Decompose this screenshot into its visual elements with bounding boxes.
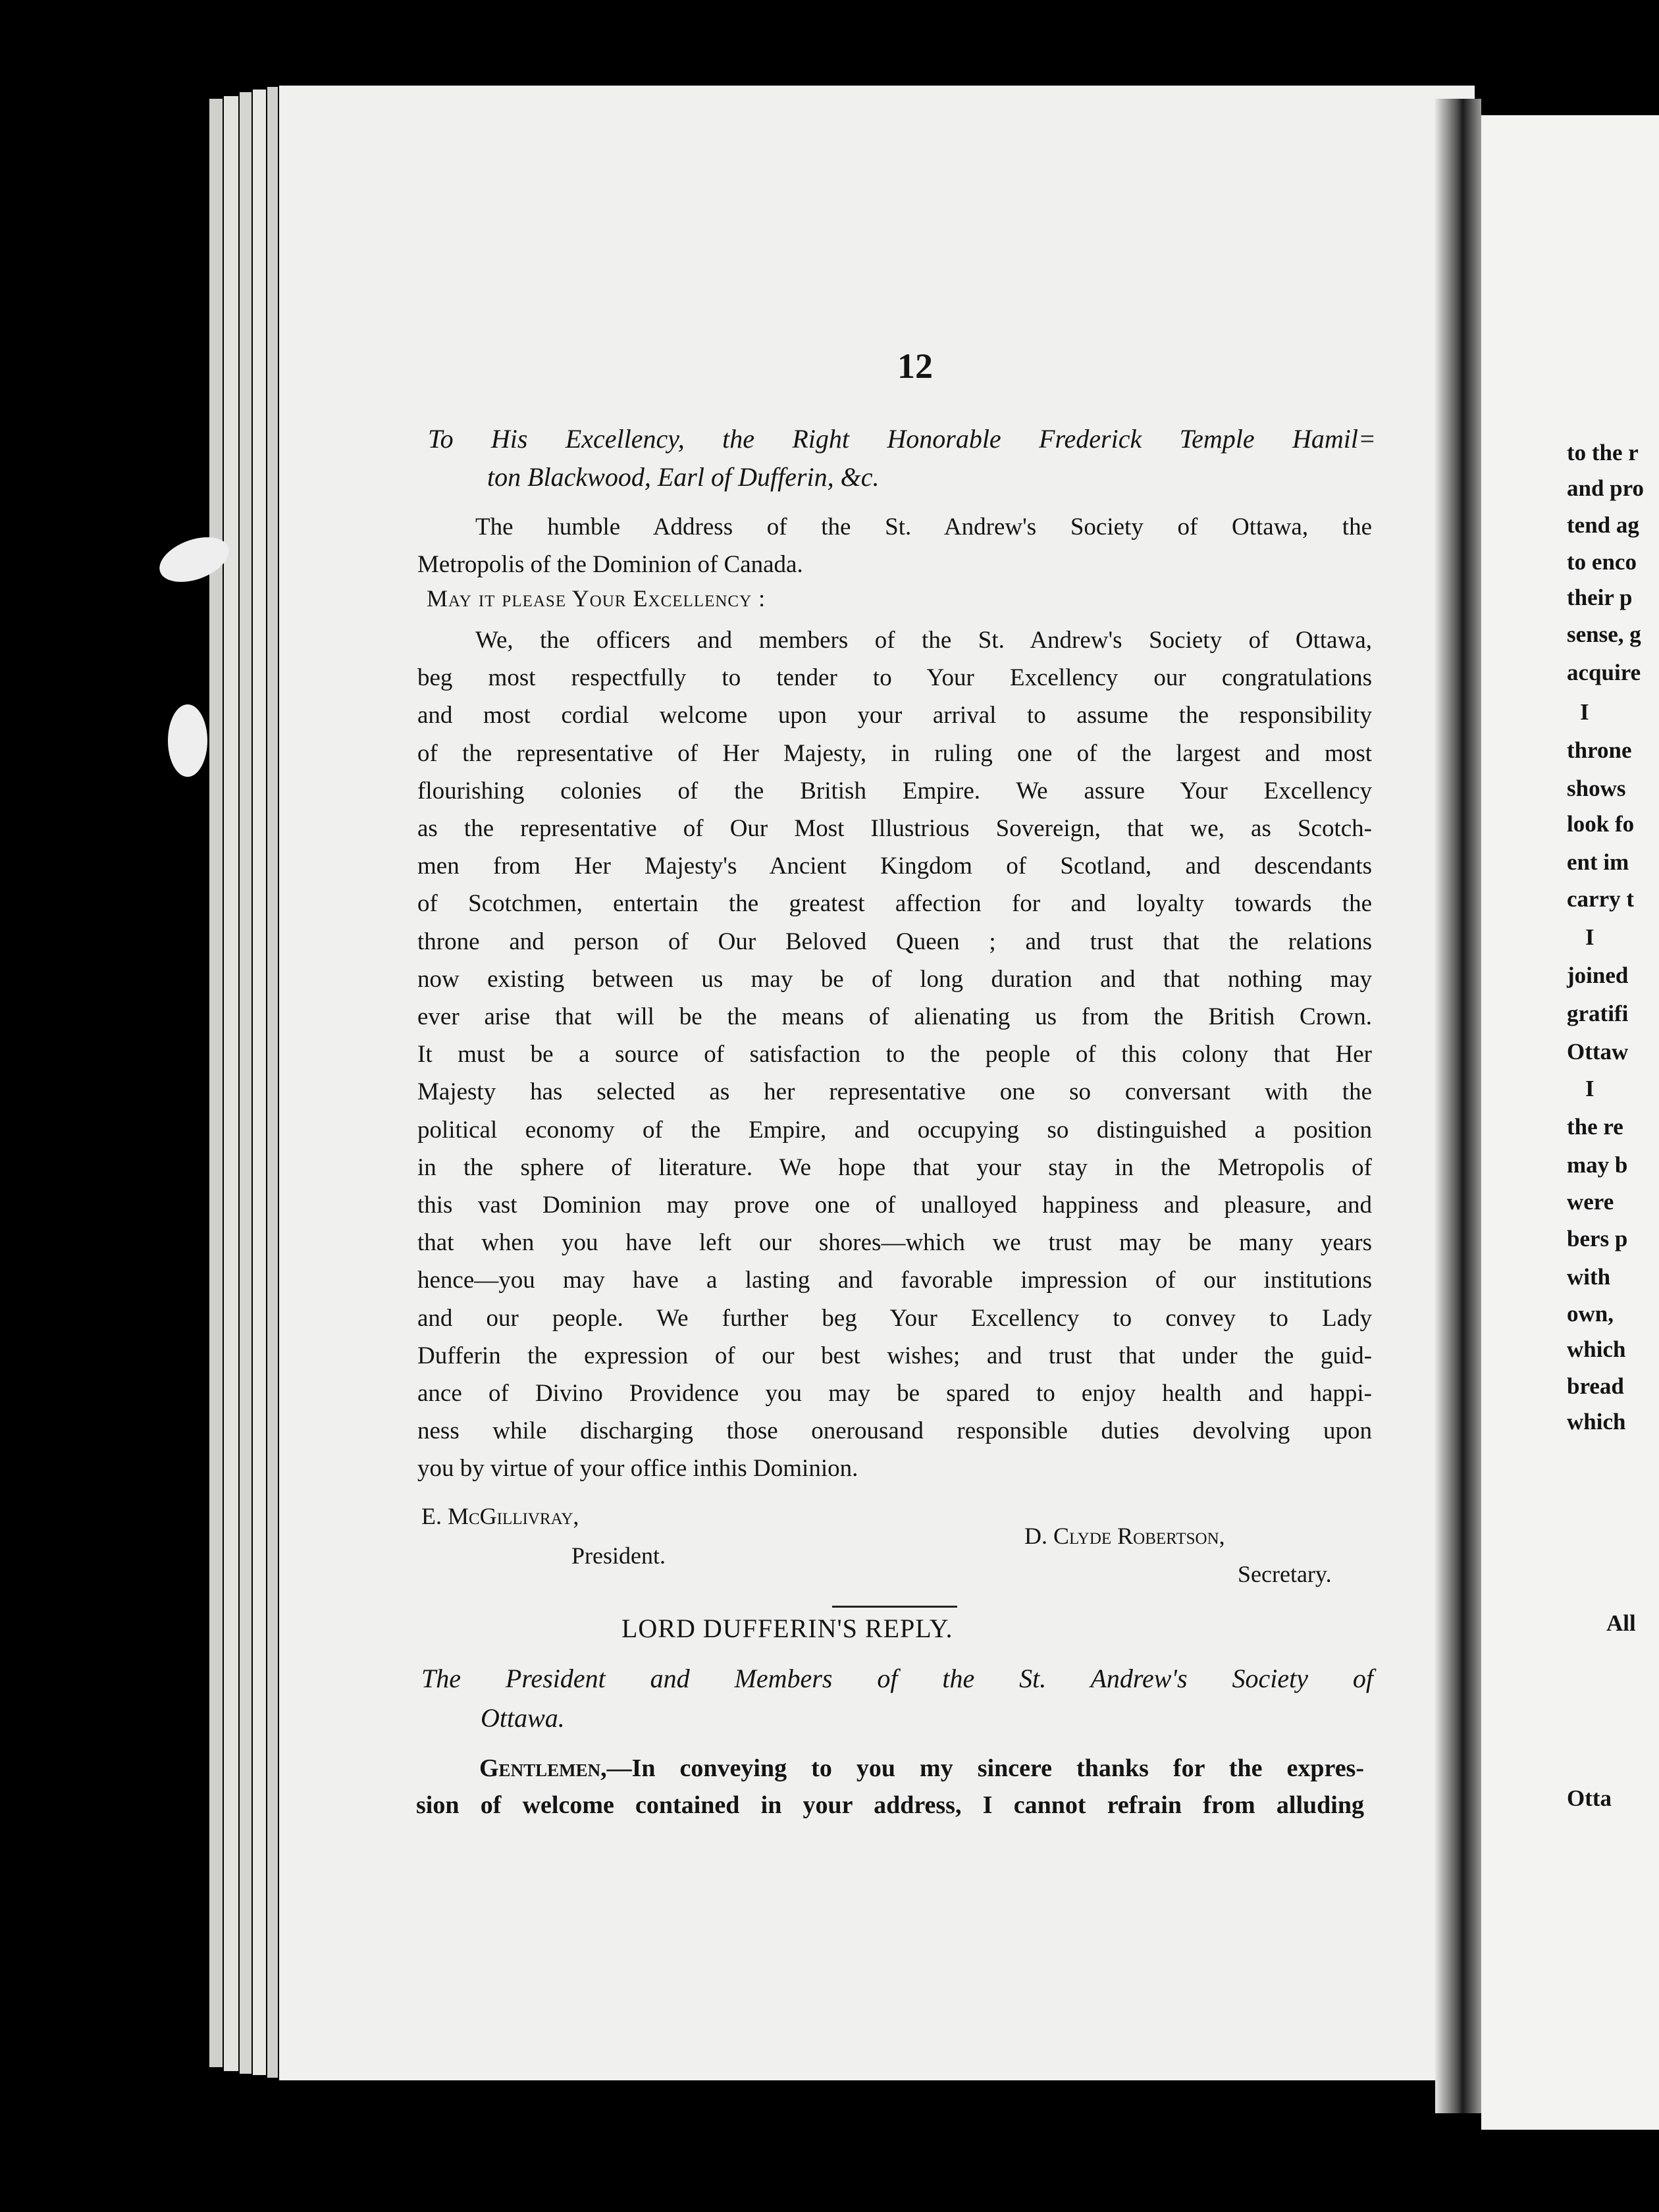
- addressee: [428, 420, 1376, 496]
- reply-heading: LORD DUFFERIN'S REPLY.: [621, 1614, 953, 1643]
- right-page-fragment: acquire: [1567, 660, 1641, 685]
- right-page-fragment: Ottaw: [1567, 1039, 1629, 1065]
- body-line: men from Her Majesty's Ancient Kingdom of Scotland, and descendants: [417, 853, 1372, 880]
- paper-speck: [168, 704, 207, 777]
- right-page-fragment: their p: [1567, 585, 1633, 610]
- body-line: hence—you may have a lasting and favorable impression of our institutions: [417, 1267, 1372, 1294]
- right-page-fragment: bread: [1567, 1373, 1624, 1399]
- reply-addressee-line: The President and Members of the St. Andrew's Society of: [421, 1664, 1373, 1693]
- body-line: ness while discharging those onerousand responsible duties devolving upon: [417, 1417, 1372, 1445]
- right-page-fragment: which: [1567, 1336, 1626, 1362]
- reply-salutation: Gentlemen,: [479, 1754, 607, 1782]
- body-line: this vast Dominion may prove one of unalloyed happiness and pleasure, and: [417, 1192, 1372, 1219]
- address-body: [417, 621, 1372, 1488]
- page-edge: [224, 96, 238, 2071]
- right-page-fragment: gratifi: [1567, 1001, 1629, 1026]
- body-line: throne and person of Our Beloved Queen ; and trust that the relations: [417, 928, 1372, 955]
- body-line: of Scotchmen, entertain the greatest affection for and loyalty towards the: [417, 890, 1372, 918]
- body-line: Majesty has selected as her representative one so conversant with the: [417, 1078, 1372, 1106]
- right-page-fragment: sense, g: [1567, 621, 1641, 647]
- page-edge: [240, 92, 251, 2074]
- right-page-fragment: own,: [1567, 1301, 1614, 1327]
- right-page-fragment: I: [1580, 699, 1589, 725]
- body-line: We, the officers and members of the St. Andrew's Society of Ottawa,: [475, 627, 1372, 654]
- right-page-fragment: I: [1585, 924, 1594, 950]
- right-page-fragment: tend ag: [1567, 512, 1639, 538]
- president-title: President.: [571, 1542, 666, 1569]
- right-page-fragment: carry t: [1567, 886, 1635, 912]
- right-page-fragment: look fo: [1567, 811, 1635, 837]
- right-page-fragment: throne: [1567, 737, 1632, 763]
- reply-addressee: [421, 1659, 1373, 1738]
- page-edge: [267, 87, 278, 2078]
- body-line: and our people. We further beg Your Excellency to convey to Lady: [417, 1304, 1372, 1332]
- body-line: now existing between us may be of long duration and that nothing may: [417, 965, 1372, 993]
- body-line: of the representative of Her Majesty, in ruling one of the largest and most: [417, 739, 1372, 767]
- body-line: ance of Divino Providence you may be spared to enjoy health and happi-: [417, 1380, 1372, 1408]
- body-line: and most cordial welcome upon your arrival to assume the responsibility: [417, 702, 1372, 729]
- right-page-fragment: may b: [1567, 1152, 1628, 1178]
- addressee-line: To His Excellency, the Right Honorable Frederick Temple Hamil=: [428, 424, 1376, 454]
- right-page-fragment: were: [1567, 1189, 1614, 1215]
- body-line: beg most respectfully to tender to Your Excellency our congratulations: [417, 664, 1372, 692]
- reply-line: [416, 1750, 1364, 1787]
- intro-line: The humble Address of the St. Andrew's Society of Ottawa, the: [475, 514, 1372, 540]
- intro-paragraph: [417, 508, 1372, 583]
- right-page-fragment: to the r: [1567, 440, 1639, 465]
- body-line: you by virtue of your office inthis Dominion.: [417, 1455, 858, 1483]
- paper-speck: [153, 529, 235, 591]
- page-edge: [253, 90, 266, 2075]
- page-number: 12: [897, 346, 933, 386]
- page-edge: [209, 99, 223, 2067]
- reply-line: sion of welcome contained in your address, I cannot refrain from alluding: [416, 1791, 1364, 1819]
- right-page-fragment: and pro: [1567, 475, 1645, 501]
- section-divider: [832, 1606, 957, 1608]
- salutation: May it please Your Excellency :: [427, 585, 766, 612]
- right-page-fragment: bers p: [1567, 1226, 1628, 1251]
- right-page-fragment: ent im: [1567, 849, 1629, 875]
- right-page-fragment: shows: [1567, 776, 1626, 801]
- right-page-fragment: to enco: [1567, 549, 1637, 575]
- body-line: that when you have left our shores—which we trust may be many years: [417, 1229, 1372, 1257]
- body-line: political economy of the Empire, and occupying so distinguished a position: [417, 1116, 1372, 1144]
- secretary-title: Secretary.: [1238, 1561, 1332, 1587]
- body-line: Dufferin the expression of our best wishes; and trust that under the guid-: [417, 1342, 1372, 1369]
- reply-body: [416, 1750, 1364, 1824]
- body-line: ever arise that will be the means of alienating us from the British Crown.: [417, 1003, 1372, 1031]
- reply-addressee-line: Ottawa.: [481, 1703, 565, 1733]
- reply-line-text: —In conveying to you my sincere thanks for the expres-: [606, 1754, 1364, 1782]
- book-gutter: [1435, 99, 1481, 2113]
- right-page-fragment: I: [1585, 1076, 1594, 1101]
- right-page-fragment: All: [1606, 1610, 1636, 1636]
- addressee-line: ton Blackwood, Earl of Dufferin, &c.: [487, 462, 880, 492]
- body-line: It must be a source of satisfaction to the people of this colony that Her: [417, 1041, 1372, 1068]
- president-signature: E. McGillivray,: [421, 1503, 579, 1529]
- body-line: as the representative of Our Most Illustrious Sovereign, that we, as Scotch-: [417, 815, 1372, 843]
- secretary-signature: D. Clyde Robertson,: [1024, 1523, 1225, 1549]
- right-page-fragment: the re: [1567, 1114, 1623, 1140]
- right-page-fragment: which: [1567, 1409, 1626, 1435]
- right-page-fragment: joined: [1567, 962, 1629, 988]
- right-page-fragment: Otta: [1567, 1785, 1612, 1811]
- intro-line: Metropolis of the Dominion of Canada.: [417, 551, 803, 579]
- right-page-fragment: with: [1567, 1264, 1611, 1290]
- body-line: in the sphere of literature. We hope that your stay in the Metropolis of: [417, 1153, 1372, 1181]
- body-line: flourishing colonies of the British Empire. We assure Your Excellency: [417, 777, 1372, 804]
